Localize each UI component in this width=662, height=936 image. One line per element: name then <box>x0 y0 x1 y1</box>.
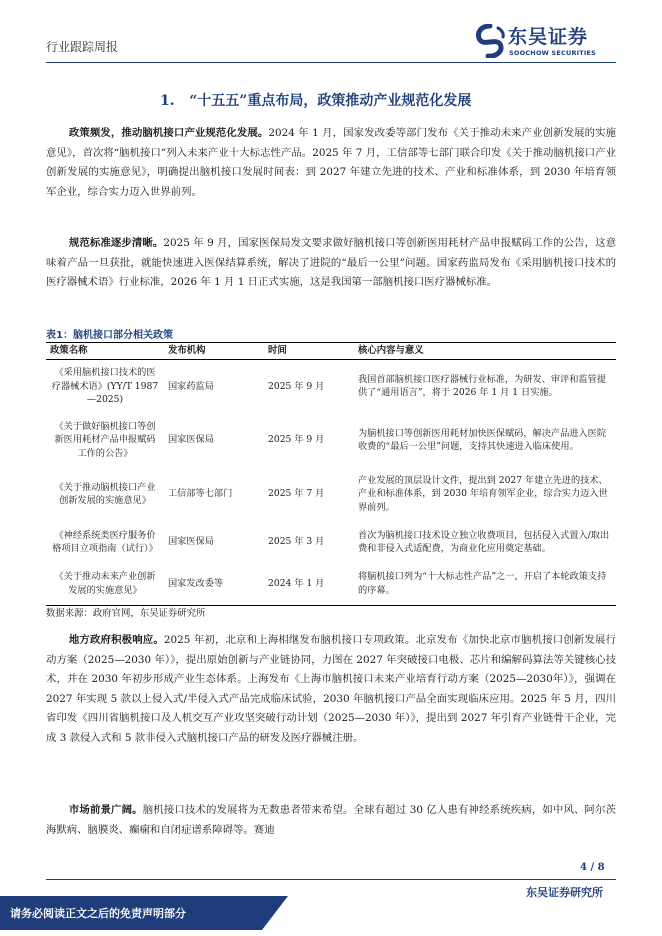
table-cell: 《采用脑机接口技术的医疗器械术语》(YY/T 1987—2025) <box>51 366 159 406</box>
table-cell: 国家发改委等 <box>164 563 264 605</box>
paragraph-policy <box>46 124 616 202</box>
paragraph-local-government <box>46 631 616 748</box>
logo-mark-icon <box>474 24 506 58</box>
company-logo <box>474 22 624 62</box>
table-cell: 《神经系统类医疗服务价格项目立项指南（试行）》 <box>52 529 158 555</box>
paragraph-body: 2024 年 1 月，国家发改委等部门发布《关于推动未来产业创新发展的实施意见》，首次将“脑机接口”列入未来产业十大标志性产品。2025 年 7 月，工信部等七部门联合印发《关于推动脑机接口产业创新发展的实施意见》，明确提出脑机接口发展时间表：到 2027 年建立先进的技术、产业和标准体系，到 2030 年培育领军企业，综合实力迈入世界前列。 <box>46 127 616 198</box>
paragraph-lead: 政策频发，推动脑机接口产业规范化发展。 <box>68 127 269 139</box>
table-cell: 2025 年 7 月 <box>268 488 325 500</box>
table-cell: 我国首部脑机接口医疗器械行业标准，为研发、审评和监管提供了“通用语言”，将于 2026 年 1 月 1 日实施。 <box>358 373 607 399</box>
table-cell: 国家医保局 <box>168 434 214 446</box>
table-cell: 《关于做好脑机接口等创新医用耗材产品申报赋码工作的公告》 <box>54 420 156 459</box>
report-type-label: 行业跟踪周报 <box>46 40 119 54</box>
column-header: 发布机构 <box>164 343 264 360</box>
disclaimer-banner <box>0 896 262 930</box>
logo-text-cn: 东吴证券 <box>508 26 589 48</box>
table-cell: 国家药监局 <box>168 380 214 392</box>
paragraph-lead: 规范标准逐步清晰。 <box>68 237 164 249</box>
table-row <box>46 359 616 413</box>
table-cell: 《关于推动脑机接口产业创新发展的实施意见》 <box>54 481 156 507</box>
table-row <box>46 413 616 467</box>
table-cell: 首次为脑机接口技术设立独立收费项目，包括侵入式置入/取出费和非侵入式适配费，为商业化应用奠定基础。 <box>358 529 610 555</box>
paragraph-standards <box>46 234 616 293</box>
table-cell: 为脑机接口等创新医用耗材加快医保赋码，解决产品进入医院收费的“最后一公里”问题，支持其快速进入临床使用。 <box>358 427 607 453</box>
table-cell: 《关于推动未来产业创新发展的实施意见》 <box>46 563 164 605</box>
paragraph-body: 2025 年初，北京和上海相继发布脑机接口专项政策。北京发布《加快北京市脑机接口创新发展行动方案（2025—2030 年）》，提出原始创新与产业链协同，力图在 2027 年突破接口电极、芯片和编解码算法等关键核心技术，并在 2030 年初步形成产业生态体系。上海发布《上海市脑机接口未来产业培育行动方案（2025—2030年）》，强调在 2027 年实现 5 款以上侵入式/半侵入式产品完成临床试验，2030 年脑机接口产品全面实现临床应用。2025 年 5 月，四川省印发《四川省脑机接口及人机交互产业攻坚突破行动计划（2025—2030 年）》，提出到 2027 年引育产业链骨干企业，完成 3 款侵入式和 5 款非侵入式脑机接口产品的研发及医疗器械注册。 <box>46 634 616 744</box>
column-header: 时间 <box>264 343 354 360</box>
table-cell: 国家医保局 <box>168 536 214 548</box>
table-source: 数据来源：政府官网，东吴证券研究所 <box>46 608 206 619</box>
footer-org: 东吴证券研究所 <box>526 886 603 899</box>
column-header: 政策名称 <box>46 343 164 360</box>
disclaimer-banner-tail <box>262 896 288 930</box>
table-title: 表1：脑机接口部分相关政策 <box>46 330 173 341</box>
column-header: 核心内容与意义 <box>354 343 616 360</box>
section-heading: 1. “十五五”重点布局，政策推动产业规范化发展 <box>160 93 472 109</box>
table-cell: 产业发展的顶层设计文件，提出到 2027 年建立先进的技术、产业和标准体系，到 2030 年培育领军企业，综合实力迈入世界前列。 <box>358 474 608 513</box>
table-cell: 2025 年 9 月 <box>268 434 325 446</box>
table-cell: 2024 年 1 月 <box>264 563 354 605</box>
logo-text-en: SOOCHOW SECURITIES <box>509 49 597 57</box>
paragraph-body: 2025 年 9 月，国家医保局发文要求做好脑机接口等创新医用耗材产品申报赋码工作的公告，这意味着产品一旦获批，就能快速进入医保结算系统，解决了进院的“最后一公里”问题。国家药监局发布《采用脑机接口技术的医疗器械术语》行业标准，2026 年 1 月 1 日正式实施，这是我国第一部脑机接口医疗器械标准。 <box>46 237 617 288</box>
disclaimer-text: 请务必阅读正文之后的免责声明部分 <box>10 907 186 920</box>
table-row <box>46 563 616 605</box>
table-cell: 2025 年 3 月 <box>268 536 325 548</box>
table-cell: 将脑机接口列为“十大标志性产品”之一，开启了本轮政策支持的序幕。 <box>354 563 616 605</box>
table-cell: 2025 年 9 月 <box>268 380 325 392</box>
paragraph-lead: 地方政府积极响应。 <box>68 634 164 646</box>
table-row <box>46 467 616 521</box>
table-row <box>46 521 616 563</box>
policy-table <box>46 342 616 606</box>
table-cell: 工信部等七部门 <box>168 488 233 500</box>
paragraph-market <box>46 801 616 840</box>
header-divider <box>46 62 616 63</box>
page-number: 4 / 8 <box>580 862 605 873</box>
paragraph-body: 脑机接口技术的发展将为无数患者带来希望。全球有超过 30 亿人患有神经系统疾病，如中风、阿尔茨海默病、脑膜炎、癫痫和自闭症谱系障碍等。赛迪 <box>46 804 617 836</box>
paragraph-lead: 市场前景广阔。 <box>68 804 143 816</box>
footer-divider <box>46 879 616 880</box>
